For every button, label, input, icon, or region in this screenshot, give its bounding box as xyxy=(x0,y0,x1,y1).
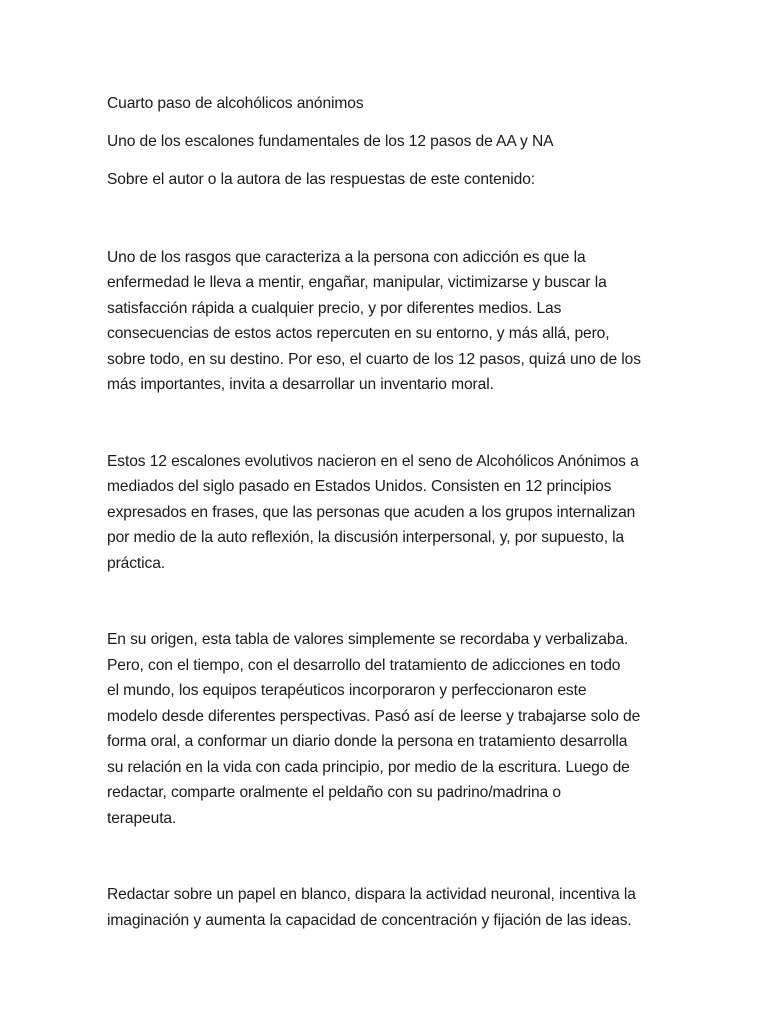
paragraph-line: Estos 12 escalones evolutivos nacieron en el seno de Alcohólicos Anónimos a xyxy=(107,452,639,470)
paragraph-1 xyxy=(107,245,667,398)
paragraph-line: satisfacción rápida a cualquier precio, y por diferentes medios. Las xyxy=(107,299,562,317)
paragraph-line: Pero, con el tiempo, con el desarrollo del tratamiento de adicciones en todo xyxy=(107,656,621,674)
paragraph-4 xyxy=(107,882,667,933)
paragraph-line: por medio de la auto reflexión, la discusión interpersonal, y, por supuesto, la xyxy=(107,529,625,546)
paragraph-line: expresados en frases, que las personas que acuden a los grupos internalizan xyxy=(107,503,636,521)
paragraph-line: imaginación y aumenta la capacidad de concentración y fijación de las ideas. xyxy=(107,911,632,929)
paragraph-line: En su origen, esta tabla de valores simplemente se recordaba y verbalizaba. xyxy=(107,631,629,648)
paragraph-line: modelo desde diferentes perspectivas. Pasó así de leerse y trabajarse solo de xyxy=(107,707,641,725)
paragraph-line: Redactar sobre un papel en blanco, dispara la actividad neuronal, incentiva la xyxy=(107,886,636,903)
author-note: Sobre el autor o la autora de las respuestas de este contenido: xyxy=(107,171,536,188)
paragraph-3 xyxy=(107,627,667,831)
document-subtitle: Uno de los escalones fundamentales de los 12 pasos de AA y NA xyxy=(107,133,554,150)
paragraph-line: práctica. xyxy=(107,554,166,572)
paragraph-line: más importantes, invita a desarrollar un inventario moral. xyxy=(107,376,494,393)
paragraph-line: forma oral, a conformar un diario donde la persona en tratamiento desarrolla xyxy=(107,733,628,750)
paragraph-line: enfermedad le lleva a mentir, engañar, manipular, victimizarse y buscar la xyxy=(107,274,607,291)
paragraph-line: terapeuta. xyxy=(107,809,177,827)
paragraph-2 xyxy=(107,449,667,577)
paragraph-line: el mundo, los equipos terapéuticos incorporaron y perfeccionaron este xyxy=(107,682,587,699)
paragraph-line: sobre todo, en su destino. Por eso, el cuarto de los 12 pasos, quizá uno de los xyxy=(107,350,641,368)
paragraph-line: consecuencias de estos actos repercuten en su entorno, y más allá, pero, xyxy=(107,325,610,342)
paragraph-line: Uno de los rasgos que caracteriza a la persona con adicción es que la xyxy=(107,248,586,266)
paragraph-line: mediados del siglo pasado en Estados Unidos. Consisten en 12 principios xyxy=(107,478,612,495)
paragraph-line: su relación en la vida con cada principio, por medio de la escritura. Luego de xyxy=(107,758,630,776)
paragraph-line: redactar, comparte oralmente el peldaño con su padrino/madrina o xyxy=(107,784,561,801)
document-body xyxy=(107,91,667,984)
document-title: Cuarto paso de alcohólicos anónimos xyxy=(107,95,364,112)
